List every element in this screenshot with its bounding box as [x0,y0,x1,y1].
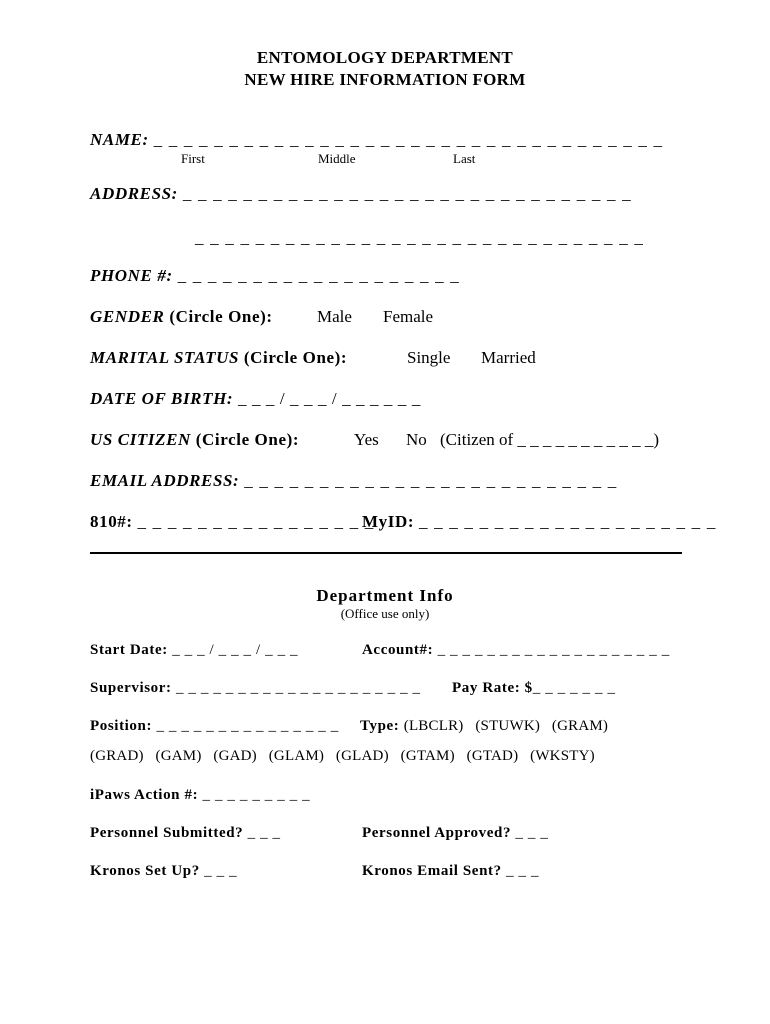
ipaws-row [90,787,310,804]
gender-label: GENDER [90,307,165,326]
kronos-email-label: Kronos Email Sent? [362,863,502,879]
personnel-approved-label: Personnel Approved? [362,825,512,841]
gender-row [90,307,273,327]
id-810-label: 810#: [90,512,133,531]
dept-info-heading: Department Info [316,586,454,605]
personnel-approved-blank[interactable]: _ _ _ [515,825,549,841]
email-row [90,471,618,491]
name-blank[interactable]: _ _ _ _ _ _ _ _ _ _ _ _ _ _ _ _ _ _ _ _ _ _ _ _ _ _ _ _ _ _ _ _ _ _ [153,130,664,149]
myid-label: MyID: [362,512,415,531]
citizen-instruction: (Circle One): [195,430,300,449]
email-label: EMAIL ADDRESS: [90,471,240,490]
pay-rate-row [452,680,616,697]
personnel-approved-row [362,825,548,842]
address-label: ADDRESS: [90,184,178,203]
citizen-of-blank[interactable]: (Citizen of _ _ _ _ _ _ _ _ _ _ _) [440,430,660,449]
type-label: Type: [360,718,400,734]
start-date-label: Start Date: [90,642,168,658]
position-row [90,718,339,735]
supervisor-blank[interactable]: _ _ _ _ _ _ _ _ _ _ _ _ _ _ _ _ _ _ _ _ [175,680,421,696]
dob-row [90,389,421,409]
phone-row [90,266,460,286]
name-sub-middle: Middle [318,151,356,166]
myid-blank[interactable]: _ _ _ _ _ _ _ _ _ _ _ _ _ _ _ _ _ _ _ _ [418,512,717,531]
ipaws-label: iPaws Action #: [90,787,199,803]
position-blank[interactable]: _ _ _ _ _ _ _ _ _ _ _ _ _ _ _ [156,718,339,734]
myid-row [362,512,717,532]
account-label: Account#: [362,642,434,658]
kronos-setup-blank[interactable]: _ _ _ [204,863,238,879]
marital-instruction: (Circle One): [243,348,348,367]
address-row [90,184,632,204]
name-sub-last: Last [453,151,476,166]
dept-info-subheading: (Office use only) [340,606,430,621]
citizen-label: US CITIZEN [90,430,191,449]
dob-label: DATE OF BIRTH: [90,389,234,408]
gender-option-male[interactable]: Male [317,307,352,326]
kronos-setup-row [90,863,237,880]
start-date-blank[interactable]: _ _ _ / _ _ _ / _ _ _ [172,642,299,658]
type-options-row2[interactable]: (GRAD) (GAM) (GAD) (GLAM) (GLAD) (GTAM) (GTAD) (WKSTY) [90,748,595,764]
supervisor-label: Supervisor: [90,680,172,696]
dob-blank[interactable]: _ _ _ / _ _ _ / _ _ _ _ _ _ [238,389,421,408]
id-810-row [90,512,374,532]
citizen-option-yes[interactable]: Yes [354,430,379,449]
name-row [90,130,663,150]
start-date-row [90,642,298,659]
marital-option-single[interactable]: Single [407,348,451,367]
citizen-row [90,430,299,450]
email-blank[interactable]: _ _ _ _ _ _ _ _ _ _ _ _ _ _ _ _ _ _ _ _ _ _ _ _ _ [244,471,618,490]
section-divider [90,552,682,554]
pay-rate-label: Pay Rate: $ [452,680,533,696]
address-blank-2[interactable]: _ _ _ _ _ _ _ _ _ _ _ _ _ _ _ _ _ _ _ _ _ _ _ _ _ _ _ _ _ _ [195,228,645,247]
name-label: NAME: [90,130,149,149]
personnel-submitted-row [90,825,281,842]
kronos-setup-label: Kronos Set Up? [90,863,200,879]
address-blank-1[interactable]: _ _ _ _ _ _ _ _ _ _ _ _ _ _ _ _ _ _ _ _ _ _ _ _ _ _ _ _ _ _ [182,184,632,203]
form-title-line2: NEW HIRE INFORMATION FORM [244,70,526,89]
marital-label: MARITAL STATUS [90,348,240,367]
kronos-email-row [362,863,539,880]
name-sub-first: First [181,151,205,166]
ipaws-blank[interactable]: _ _ _ _ _ _ _ _ _ [202,787,311,803]
personnel-submitted-blank[interactable]: _ _ _ [247,825,281,841]
marital-row [90,348,347,368]
phone-label: PHONE #: [90,266,173,285]
marital-option-married[interactable]: Married [481,348,536,367]
gender-option-female[interactable]: Female [383,307,434,326]
gender-instruction: (Circle One): [169,307,273,326]
citizen-option-no[interactable]: No [406,430,427,449]
position-label: Position: [90,718,153,734]
type-row [360,718,608,735]
account-blank[interactable]: _ _ _ _ _ _ _ _ _ _ _ _ _ _ _ _ _ _ _ [437,642,670,658]
supervisor-row [90,680,421,697]
type-options-row1[interactable]: (LBCLR) (STUWK) (GRAM) [403,718,609,734]
pay-rate-blank[interactable]: _ _ _ _ _ _ _ [532,680,616,696]
account-row [362,642,670,659]
id-810-blank[interactable]: _ _ _ _ _ _ _ _ _ _ _ _ _ _ _ _ [137,512,375,531]
kronos-email-blank[interactable]: _ _ _ [506,863,540,879]
phone-blank[interactable]: _ _ _ _ _ _ _ _ _ _ _ _ _ _ _ _ _ _ _ [177,266,460,285]
form-title-line1: ENTOMOLOGY DEPARTMENT [256,48,514,67]
personnel-submitted-label: Personnel Submitted? [90,825,244,841]
